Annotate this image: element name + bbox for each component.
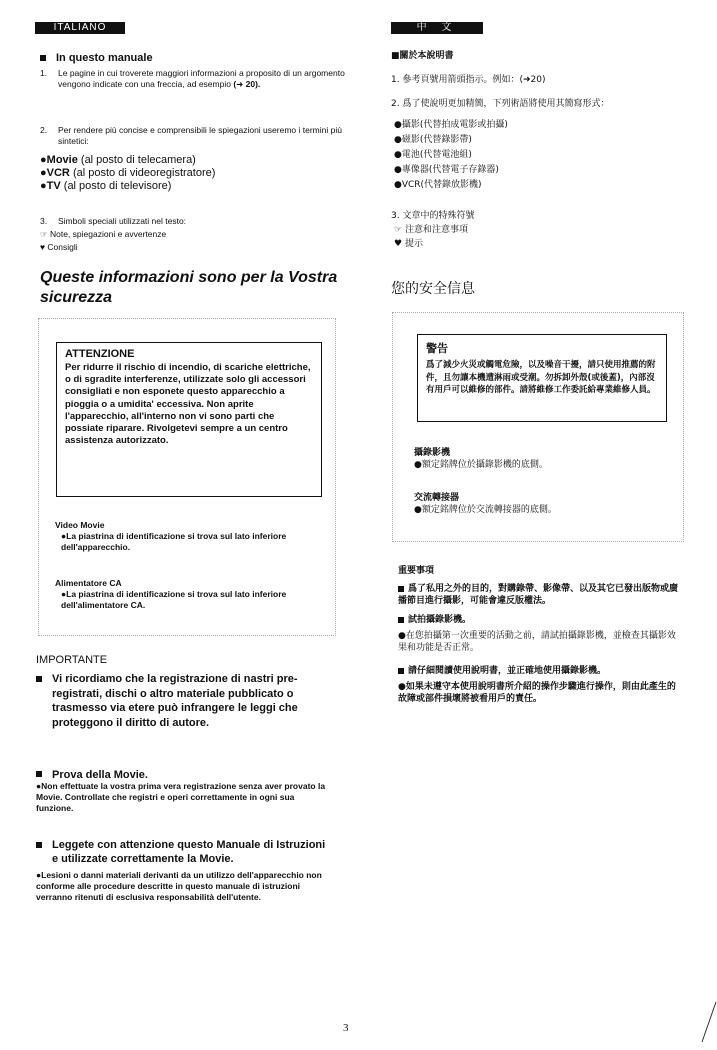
zh-safety-title: 您的安全信息 xyxy=(391,281,475,297)
zh-term-1: ●攝影(代替拍成電影或拍攝) xyxy=(394,120,508,130)
term-vcr-name: VCR xyxy=(46,167,70,179)
zh-camera-text: ●額定銘牌位於攝錄影機的底側。 xyxy=(414,460,548,470)
square-bullet-icon xyxy=(398,668,404,674)
zh-item-2: 2. 爲了使說明更加精簡，下列術語將使用其簡寫形式： xyxy=(391,99,610,109)
symbol-note-row xyxy=(40,229,166,240)
video-movie-text: ●La piastrina di identificazione si trova sul lato inferiore dell'apparecchio. xyxy=(61,531,287,552)
item-3 xyxy=(40,216,345,227)
ac-adapter-block xyxy=(55,578,325,611)
zh-warning-box xyxy=(417,334,667,422)
symbol-tips-row xyxy=(40,242,78,253)
zh-notice-3-title: 請仔細閱讀使用說明書，並正確地使用攝錄影機。 xyxy=(408,666,607,676)
square-bullet-icon xyxy=(36,676,42,682)
item-1 xyxy=(40,68,345,90)
zh-adapter-text: ●額定銘牌位於交流轉接器的底側。 xyxy=(414,505,557,515)
zh-notice-2 xyxy=(398,614,683,626)
important-block xyxy=(36,672,326,730)
square-bullet-icon xyxy=(40,55,46,61)
zh-terms-list xyxy=(394,118,674,193)
square-bullet-icon xyxy=(398,617,404,623)
zh-manual-heading: ■關於本說明書 xyxy=(391,51,454,61)
attention-box xyxy=(56,342,322,497)
important-title: IMPORTANTE xyxy=(36,654,108,666)
item-3-number: 3. xyxy=(40,216,48,226)
test-title: Prova della Movie. xyxy=(52,769,148,781)
item-1-number: 1. xyxy=(40,68,48,78)
term-vcr: ●VCR (al posto di videoregistratore) xyxy=(40,167,216,179)
page-number: 3 xyxy=(343,1022,349,1034)
square-bullet-icon xyxy=(36,842,42,848)
safety-title: Queste informazioni sono per la Vostra sicurezza xyxy=(40,269,338,306)
item-1-text: Le pagine in cui troverete maggiori informazioni a proposito di un argomento vengono indicate con una freccia, ad esempio xyxy=(58,68,345,89)
zh-notice-3 xyxy=(398,665,683,677)
zh-item-1: 1. 參考頁號用箭頭指示。例如：(➜20) xyxy=(391,75,546,85)
zh-term-4: ●專像器(代替電子存錄器) xyxy=(394,165,499,175)
square-bullet-icon xyxy=(36,771,42,777)
read-manual-text: ●Lesioni o danni materiali derivanti da un utilizzo dell'apparecchio non conforme alle procedure descritte in questo manuale di istruzioni verranno ritenuti di esclusiva responsabilità dell'utente. xyxy=(36,870,322,902)
video-movie-block xyxy=(55,520,325,553)
item-3-text: Simboli speciali utilizzati nel testo: xyxy=(58,216,187,226)
pointing-hand-icon: ☞ xyxy=(394,225,403,235)
important-text: Vi ricordiamo che la registrazione di nastri pre-registrati, dischi o altro materiale pubblicato o trasmesso via etere può infrangere le leggi che proteggono il diritto di autore. xyxy=(52,673,298,729)
term-movie: ●Movie (al posto di telecamera) xyxy=(40,154,196,166)
zh-notice-3-text: ●如果未遵守本使用說明書所介紹的操作步驟進行操作，則由此產生的故障或部件損壞將被看用戶的責任。 xyxy=(398,682,676,704)
item-2-number: 2. xyxy=(40,125,48,135)
language-tab-chinese: 中 文 xyxy=(391,22,483,34)
zh-symbol-note-text: 注意和注意事項 xyxy=(404,225,468,235)
zh-camera-block xyxy=(414,447,664,471)
pointing-hand-icon: ☞ xyxy=(40,229,48,239)
zh-camera-title: 攝錄影機 xyxy=(414,448,451,458)
zh-item-3: 3. 文章中的特殊符號 xyxy=(391,211,475,221)
zh-term-3: ●電池(代替電池組) xyxy=(394,150,472,160)
zh-warning-title: 警告 xyxy=(426,342,448,355)
terms-list xyxy=(40,154,340,193)
term-tv-name: TV xyxy=(46,180,61,192)
zh-notice-1-text: 爲了私用之外的目的，對購錄帶、影像帶、以及其它已發出版物或廣播節目進行攝影，可能會違反版權法。 xyxy=(398,584,679,606)
item-1-reference: (➜ 20). xyxy=(233,79,261,89)
ac-adapter-title: Alimentatore CA xyxy=(55,578,122,588)
zh-notice-1 xyxy=(398,583,683,607)
corner-stroke-mark xyxy=(700,1000,717,1045)
manual-heading xyxy=(40,52,153,64)
symbol-note-text: Note, spiegazioni e avvertenze xyxy=(50,229,167,239)
zh-term-5: ●VCR(代替錄放影機) xyxy=(394,180,482,190)
ac-adapter-text: ●La piastrina di identificazione si trova sul lato inferiore dell'alimentatore CA. xyxy=(61,589,287,610)
read-manual-block xyxy=(36,838,331,866)
term-vcr-desc: (al posto di videoregistratore) xyxy=(72,167,216,179)
zh-symbol-note-row xyxy=(394,224,468,236)
symbol-tips-text: Consigli xyxy=(47,242,78,252)
zh-symbol-tips-text: 提示 xyxy=(404,239,423,249)
read-manual-title: Leggete con attenzione questo Manuale di Istruzioni e utilizzate correttamente la Movie. xyxy=(52,839,326,865)
zh-warning-body: 爲了減少火災或觸電危險，以及噪音干擾，請只使用推薦的附件，且勿讓本機遭淋雨或受潮。勿拆卸外殼(或後蓋)，內部沒有用戶可以維修的部件。請將維修工作委託給專業維修人員。 xyxy=(426,360,656,395)
zh-symbol-tips-row xyxy=(394,238,423,250)
item-2-text: Per rendere più concise e comprensibili le spiegazioni useremo i termini più sintetici: xyxy=(58,125,342,146)
attention-body: Per ridurre il rischio di incendio, di scariche elettriche, o di sgradite interferenze, utilizzate solo gli accessori consigliati e non esponete questo apparecchio a pioggia o a umidita' eccessiva. Non aprite l'apparecchio, all'interno non vi sono parti che possiate riparare. Rivolgetevi sempre a un centro assistenza autorizzato. xyxy=(65,362,311,447)
term-movie-name: Movie xyxy=(46,154,78,166)
zh-notice-2-text: ●在您拍攝第一次重要的活動之前，請試拍攝錄影機，並檢查其攝影效果和功能是否正常。 xyxy=(398,631,676,653)
term-tv: ●TV (al posto di televisore) xyxy=(40,180,172,192)
term-tv-desc: (al posto di televisore) xyxy=(63,180,172,192)
attention-title: ATTENZIONE xyxy=(65,348,135,360)
zh-notice-2-title: 試拍攝錄影機。 xyxy=(408,615,472,625)
manual-heading-text: In questo manuale xyxy=(56,52,153,64)
item-2 xyxy=(40,125,345,147)
test-text: ●Non effettuate la vostra prima vera registrazione senza aver provato la Movie. Controllate che registri e operi correttamente in ogni sua funzione. xyxy=(36,781,326,813)
language-tab-italian: ITALIANO xyxy=(35,22,125,34)
zh-notice-title: 重要事項 xyxy=(398,566,435,576)
heart-bullet-icon: ♥ xyxy=(40,242,46,252)
term-movie-desc: (al posto di telecamera) xyxy=(80,154,196,166)
zh-adapter-title: 交流轉接器 xyxy=(414,493,460,503)
video-movie-title: Video Movie xyxy=(55,520,105,530)
zh-adapter-block xyxy=(414,492,664,516)
zh-term-2: ●磁影(代替錄影帶) xyxy=(394,135,472,145)
square-bullet-icon xyxy=(398,586,404,592)
heart-bullet-icon: ♥ xyxy=(394,239,403,249)
